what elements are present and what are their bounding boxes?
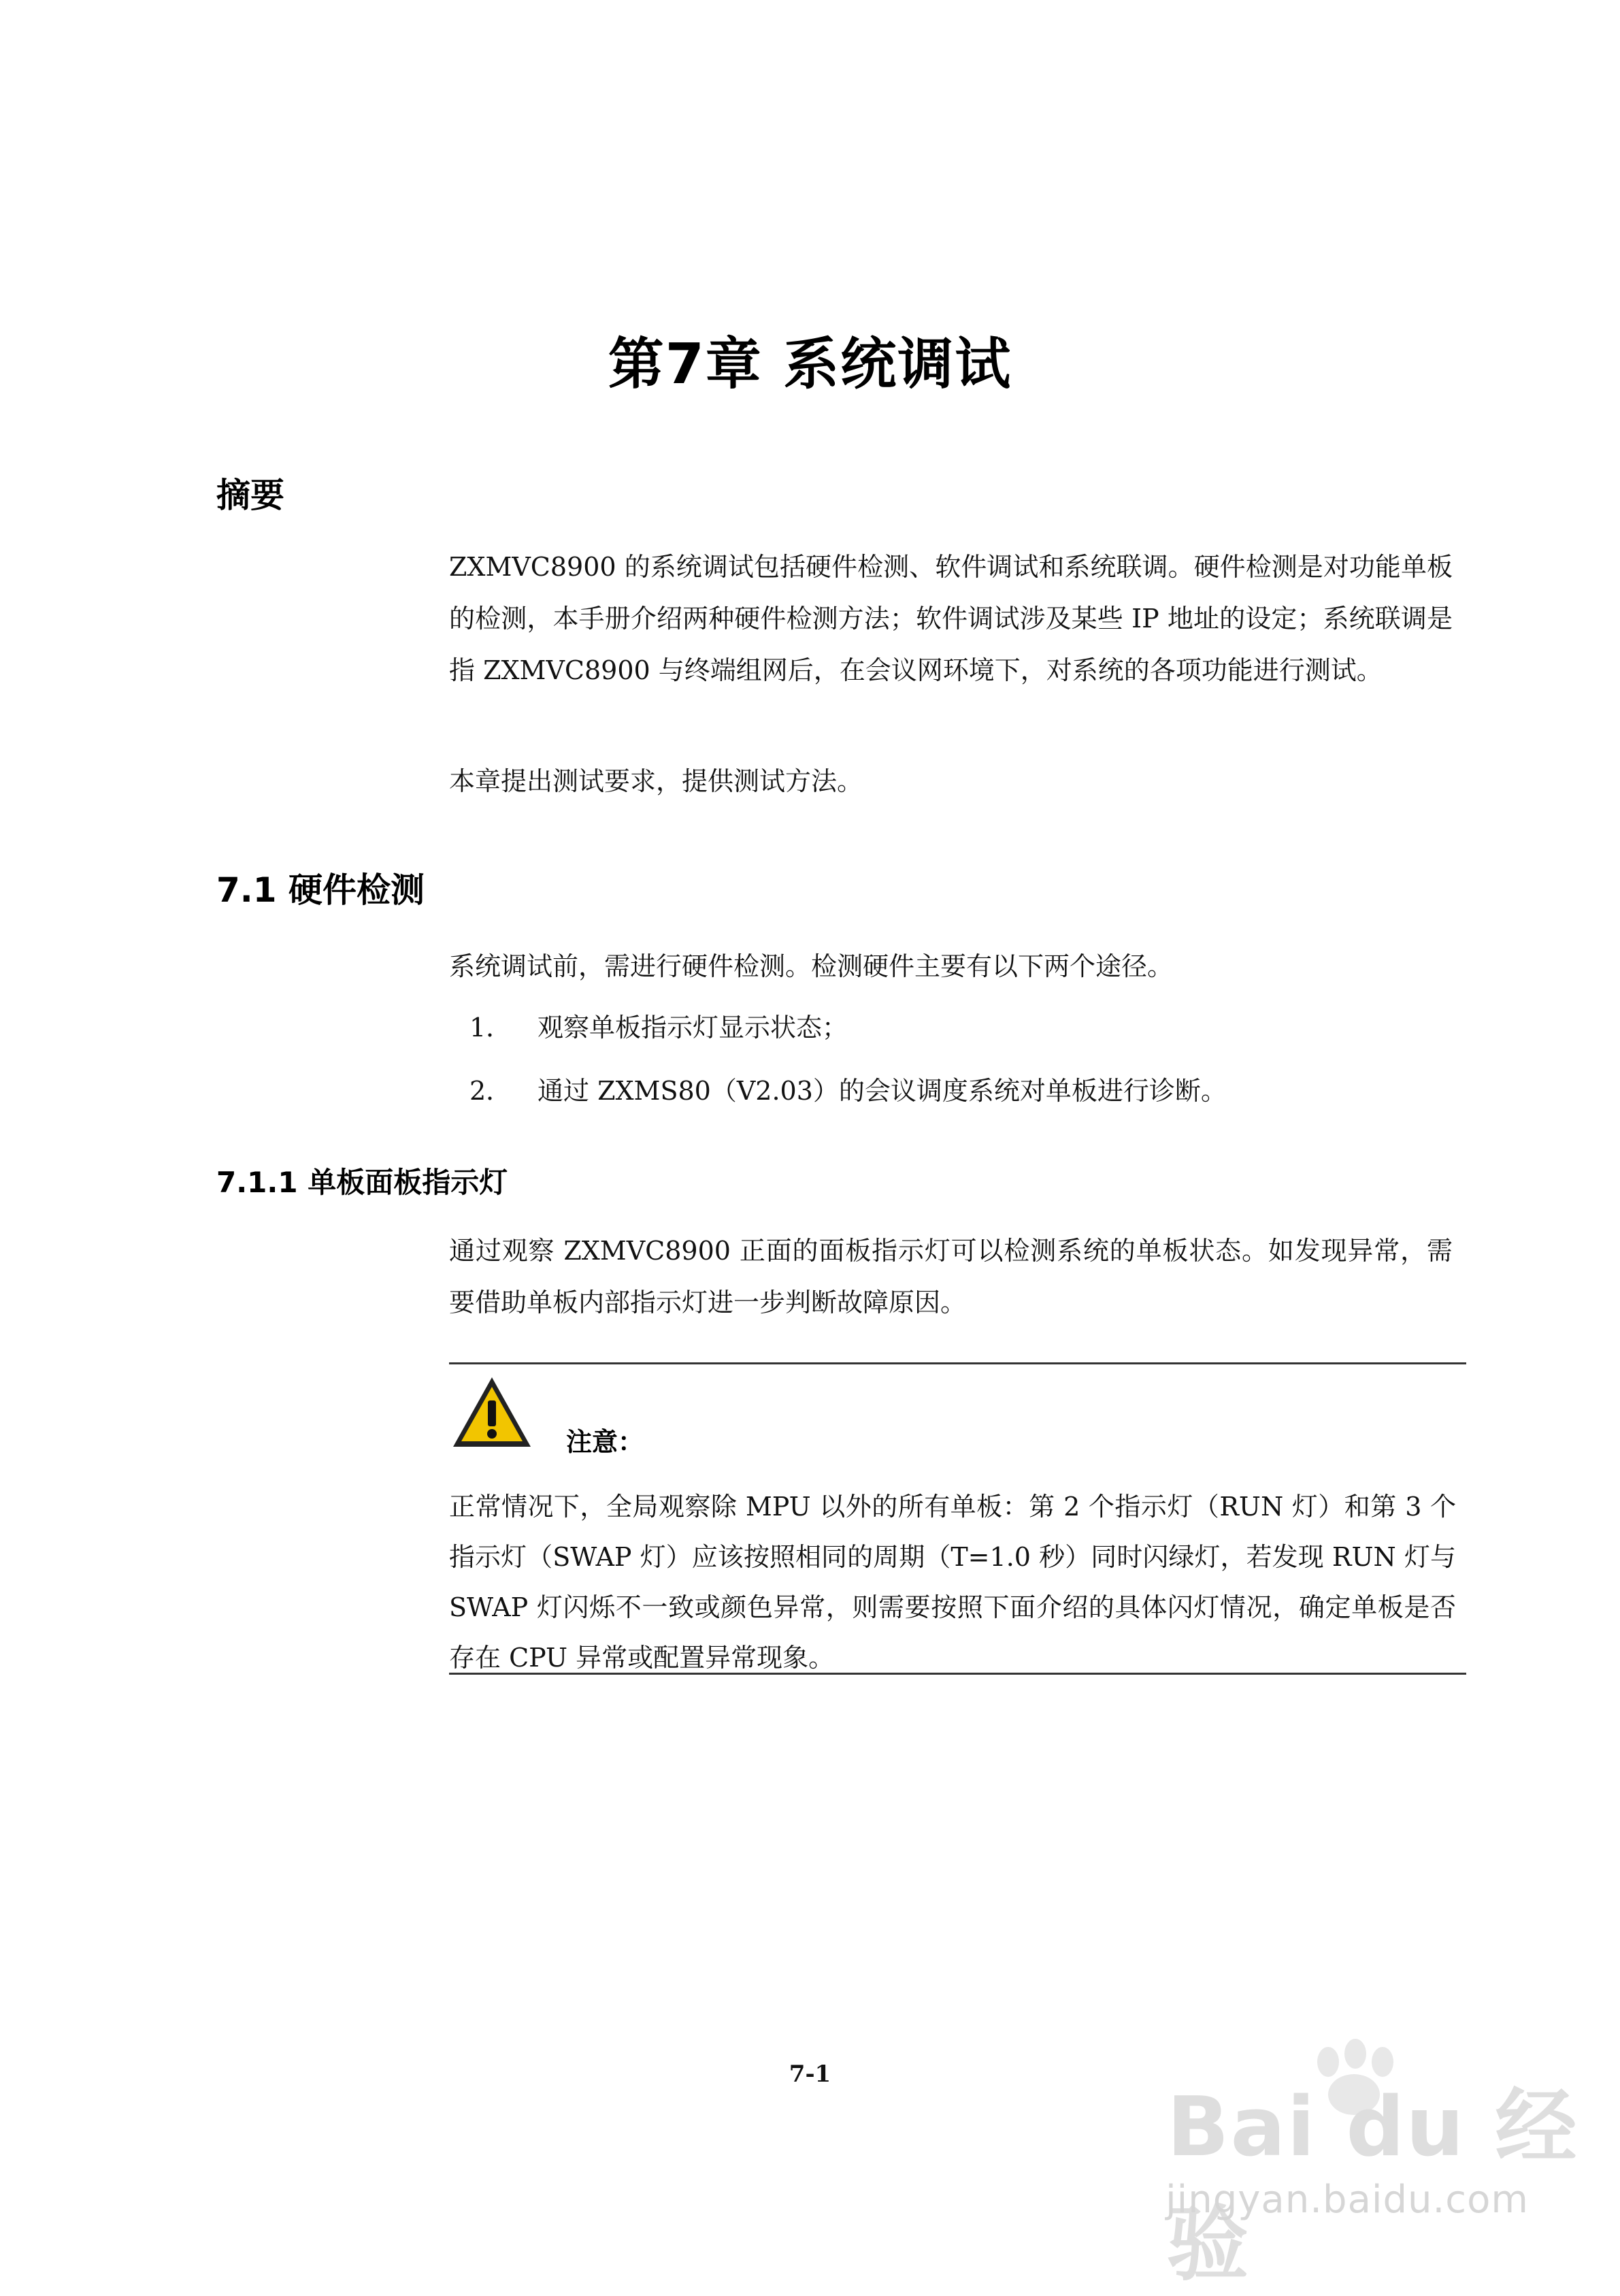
list-item-text: 观察单板指示灯显示状态； [538,1013,848,1043]
chapter-title: 第7章 系统调试 [608,332,1012,397]
list-item-text: 通过 ZXMS80（V2.03）的会议调度系统对单板进行诊断。 [538,1076,1227,1106]
watermark-brand: Bai du 经验 [1167,2080,1578,2292]
note-bottom-rule [449,1673,1466,1675]
note-top-rule [449,1362,1466,1364]
page-number: 7-1 [789,2061,831,2088]
watermark-url: jingyan.baidu.com [1166,2178,1529,2222]
list-item-number: 2． [469,1076,512,1106]
note-label: 注意： [566,1427,644,1457]
summary-paragraph-2: 本章提出测试要求，提供测试方法。 [449,766,863,796]
note-text: 正常情况下，全局观察除 MPU 以外的所有单板：第 2 个指示灯（RUN 灯）和第 3 个指示灯（SWAP 灯）应该按照相同的周期（T=1.0 秒）同时闪绿灯，若发现 RUN 灯与 SWAP 灯闪烁不一致或颜色异常，则需要按照下面介绍的具体闪灯情况，确定单板是否存在 CPU 异常或配置异常现象。 [449,1492,1456,1673]
summary-heading: 摘要 [216,476,284,515]
warning-triangle-icon [450,1375,533,1451]
list-item [469,1007,848,1048]
section-heading-7-1: 7.1 硬件检测 [216,870,425,910]
list-item-number: 1． [469,1013,512,1043]
section-7-1-1-paragraph: 通过观察 ZXMVC8900 正面的面板指示灯可以检测系统的单板状态。如发现异常，需要借助单板内部指示灯进一步判断故障原因。 [449,1236,1453,1317]
list-item [469,1070,1227,1111]
section-heading-7-1-1: 7.1.1 单板面板指示灯 [216,1166,508,1199]
section-7-1-intro: 系统调试前，需进行硬件检测。检测硬件主要有以下两个途径。 [449,951,1174,981]
summary-paragraph-1: ZXMVC8900 的系统调试包括硬件检测、软件调试和系统联调。硬件检测是对功能单板的检测，本手册介绍两种硬件检测方法；软件调试涉及某些 IP 地址的设定；系统联调是指 ZXMVC8900 与终端组网后，在会议网环境下，对系统的各项功能进行测试。 [449,552,1453,685]
